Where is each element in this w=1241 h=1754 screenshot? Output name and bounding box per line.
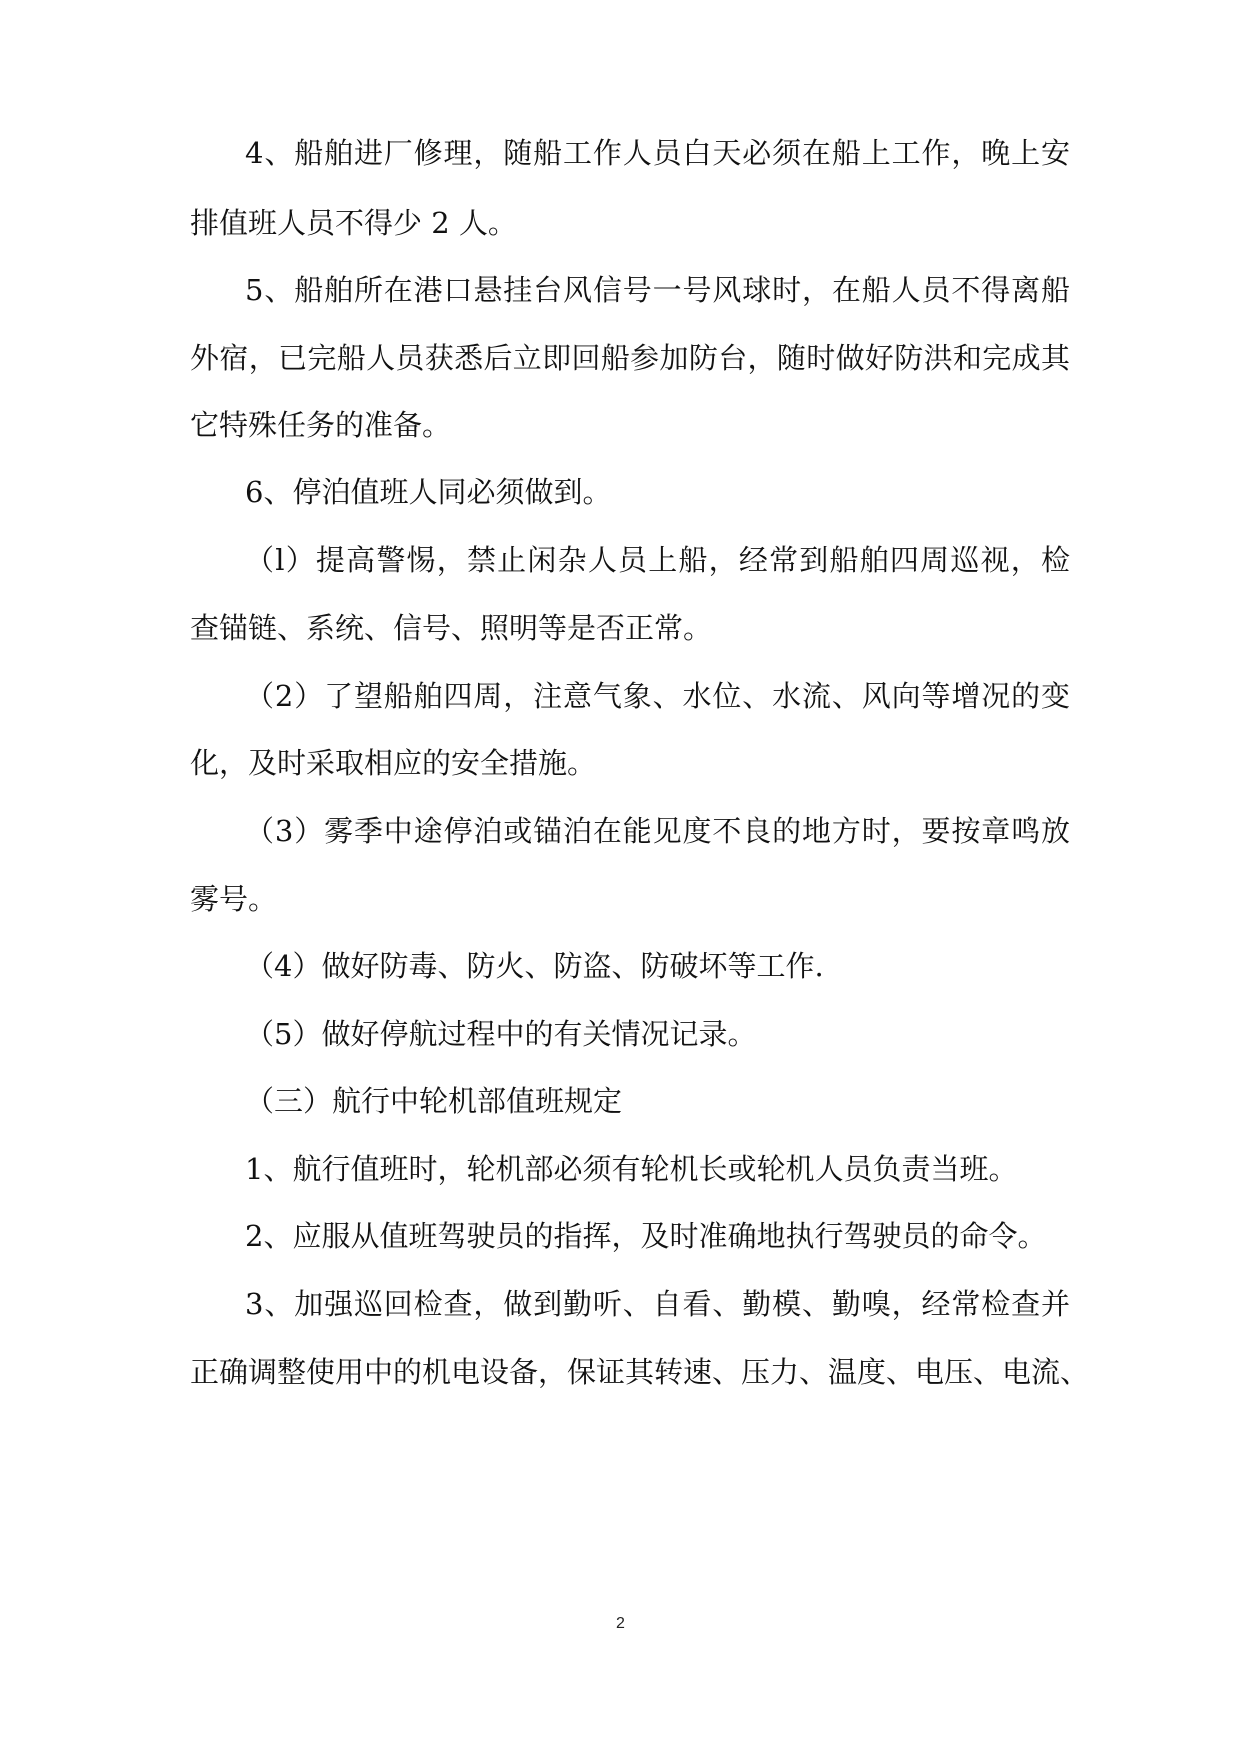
item-1-line-2: 查锚链、系统、信号、照明等是否正常。	[190, 611, 713, 645]
item-2-line-1: （2）了望船舶四周，注意气象、水位、水流、风向等增况的变	[245, 679, 1070, 713]
item-1-line-1: （l）提高警惕，禁止闲杂人员上船，经常到船舶四周巡视，检	[245, 543, 1070, 577]
paragraph-4-line-2: 排值班人员不得少 2 人。	[190, 206, 517, 240]
item-3-line-2: 雾号。	[190, 882, 278, 916]
paragraph-5-line-3: 它特殊任务的准备。	[190, 408, 452, 442]
item-3-line-1: （3）雾季中途停泊或锚泊在能见度不良的地方时，要按章鸣放	[245, 814, 1070, 848]
rule-3-line-2: 正确调整使用中的机电设备，保证其转速、压力、温度、电压、电流、	[190, 1355, 1090, 1389]
paragraph-4-line-1: 4、船舶进厂修理，随船工作人员白天必须在船上工作，晚上安	[245, 136, 1070, 170]
page-number: 2	[616, 1615, 625, 1632]
paragraph-5-line-2: 外宿，已完船人员获悉后立即回船参加防台，随时做好防洪和完成其	[190, 341, 1070, 375]
rule-3-line-1: 3、加强巡回检查，做到勤听、自看、勤模、勤嗅，经常检查并	[245, 1287, 1070, 1321]
paragraph-5-line-1: 5、船舶所在港口悬挂台风信号一号风球时，在船人员不得离船	[245, 273, 1070, 307]
rule-1-line-1: 1、航行值班时，轮机部必须有轮机长或轮机人员负责当班。	[245, 1152, 1018, 1186]
paragraph-6-line-1: 6、停泊值班人同必须做到。	[245, 475, 612, 509]
item-5-line-1: （5）做好停航过程中的有关情况记录。	[245, 1017, 757, 1051]
rule-2-line-1: 2、应服从值班驾驶员的指挥，及时准确地执行驾驶员的命令。	[245, 1219, 1047, 1253]
item-4-line-1: （4）做好防毒、防火、防盗、防破坏等工作.	[245, 949, 824, 983]
section-heading: （三）航行中轮机部值班规定	[245, 1084, 623, 1118]
item-2-line-2: 化，及时采取相应的安全措施。	[190, 746, 597, 780]
